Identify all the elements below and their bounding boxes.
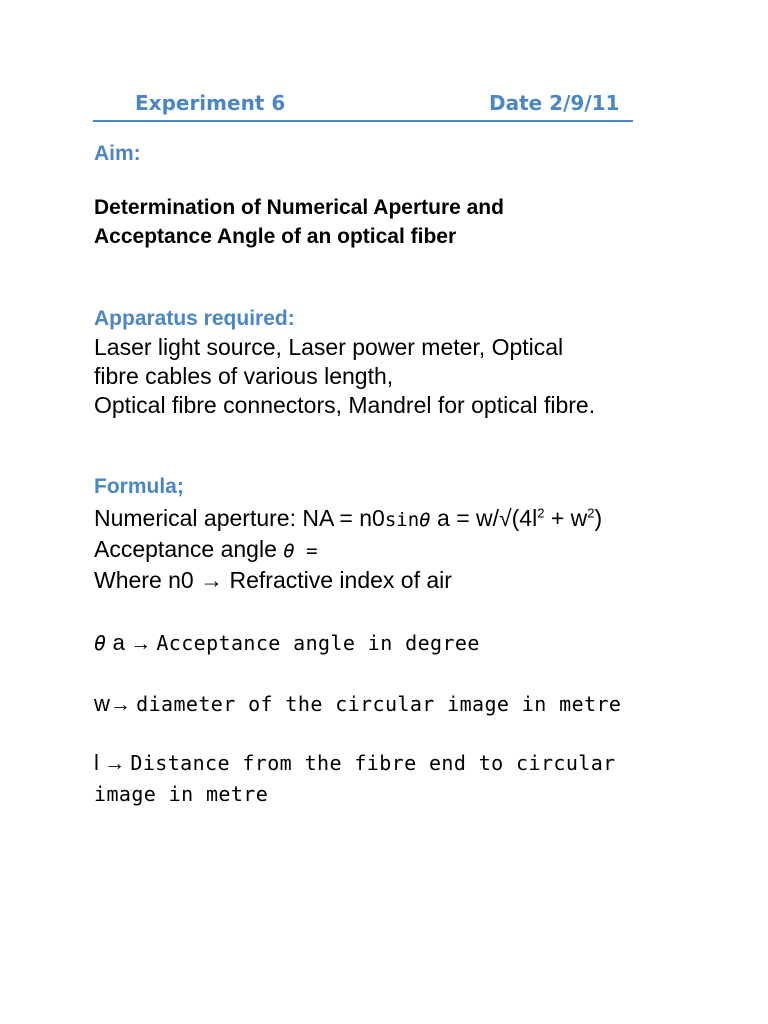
where-line: Where n0 → Refractive index of air xyxy=(94,567,452,593)
def-theta-text: Acceptance angle in degree xyxy=(156,631,480,655)
def-l-symbol: l xyxy=(94,750,99,775)
def-l-text-2: image in metre xyxy=(94,782,269,806)
aim-line-2: Acceptance Angle of an optical fiber xyxy=(94,225,457,248)
apparatus-line-1: Laser light source, Laser power meter, Optical xyxy=(94,334,564,360)
na-mid: a = w/√(4l xyxy=(430,505,538,531)
definition-theta xyxy=(94,627,480,659)
aim-line-1: Determination of Numerical Aperture and xyxy=(94,196,504,219)
na-theta: θ xyxy=(419,509,431,531)
def-theta-symbol: θ xyxy=(94,631,107,655)
apparatus-heading: Apparatus required: xyxy=(94,307,295,330)
definition-l-continued xyxy=(94,779,268,810)
na-prefix: Numerical aperture: NA = n0 xyxy=(94,505,385,531)
def-theta-arrow: → xyxy=(124,631,157,655)
def-w-symbol: w xyxy=(94,691,110,716)
def-w-text: diameter of the circular image in metre xyxy=(136,692,622,716)
formula-heading: Formula; xyxy=(94,475,184,498)
acc-label: Acceptance angle xyxy=(94,536,284,562)
definition-w xyxy=(94,688,621,720)
acc-equals: = xyxy=(294,540,318,562)
na-exponent-1: 2 xyxy=(537,505,545,521)
experiment-title: Experiment 6 xyxy=(135,91,286,115)
apparatus-line-2: fibre cables of various length, xyxy=(94,363,394,389)
apparatus-line-3: Optical fibre connectors, Mandrel for optical fibre. xyxy=(94,392,596,418)
experiment-header xyxy=(93,88,633,122)
def-l-text: Distance from the fibre end to circular xyxy=(130,751,616,775)
def-l-arrow: → xyxy=(98,751,131,775)
definition-l xyxy=(94,747,616,779)
experiment-date: Date 2/9/11 xyxy=(489,91,620,115)
na-plus: + w xyxy=(544,505,588,531)
na-sin: sin xyxy=(384,509,420,531)
acc-theta: θ xyxy=(283,540,295,562)
numerical-aperture-formula xyxy=(94,504,602,535)
def-theta-a: a xyxy=(106,630,125,655)
def-w-arrow: → xyxy=(109,692,137,716)
acceptance-angle-formula xyxy=(94,535,318,566)
na-close: ) xyxy=(594,505,603,531)
na-exponent-2: 2 xyxy=(587,505,595,521)
aim-heading: Aim: xyxy=(94,142,141,165)
